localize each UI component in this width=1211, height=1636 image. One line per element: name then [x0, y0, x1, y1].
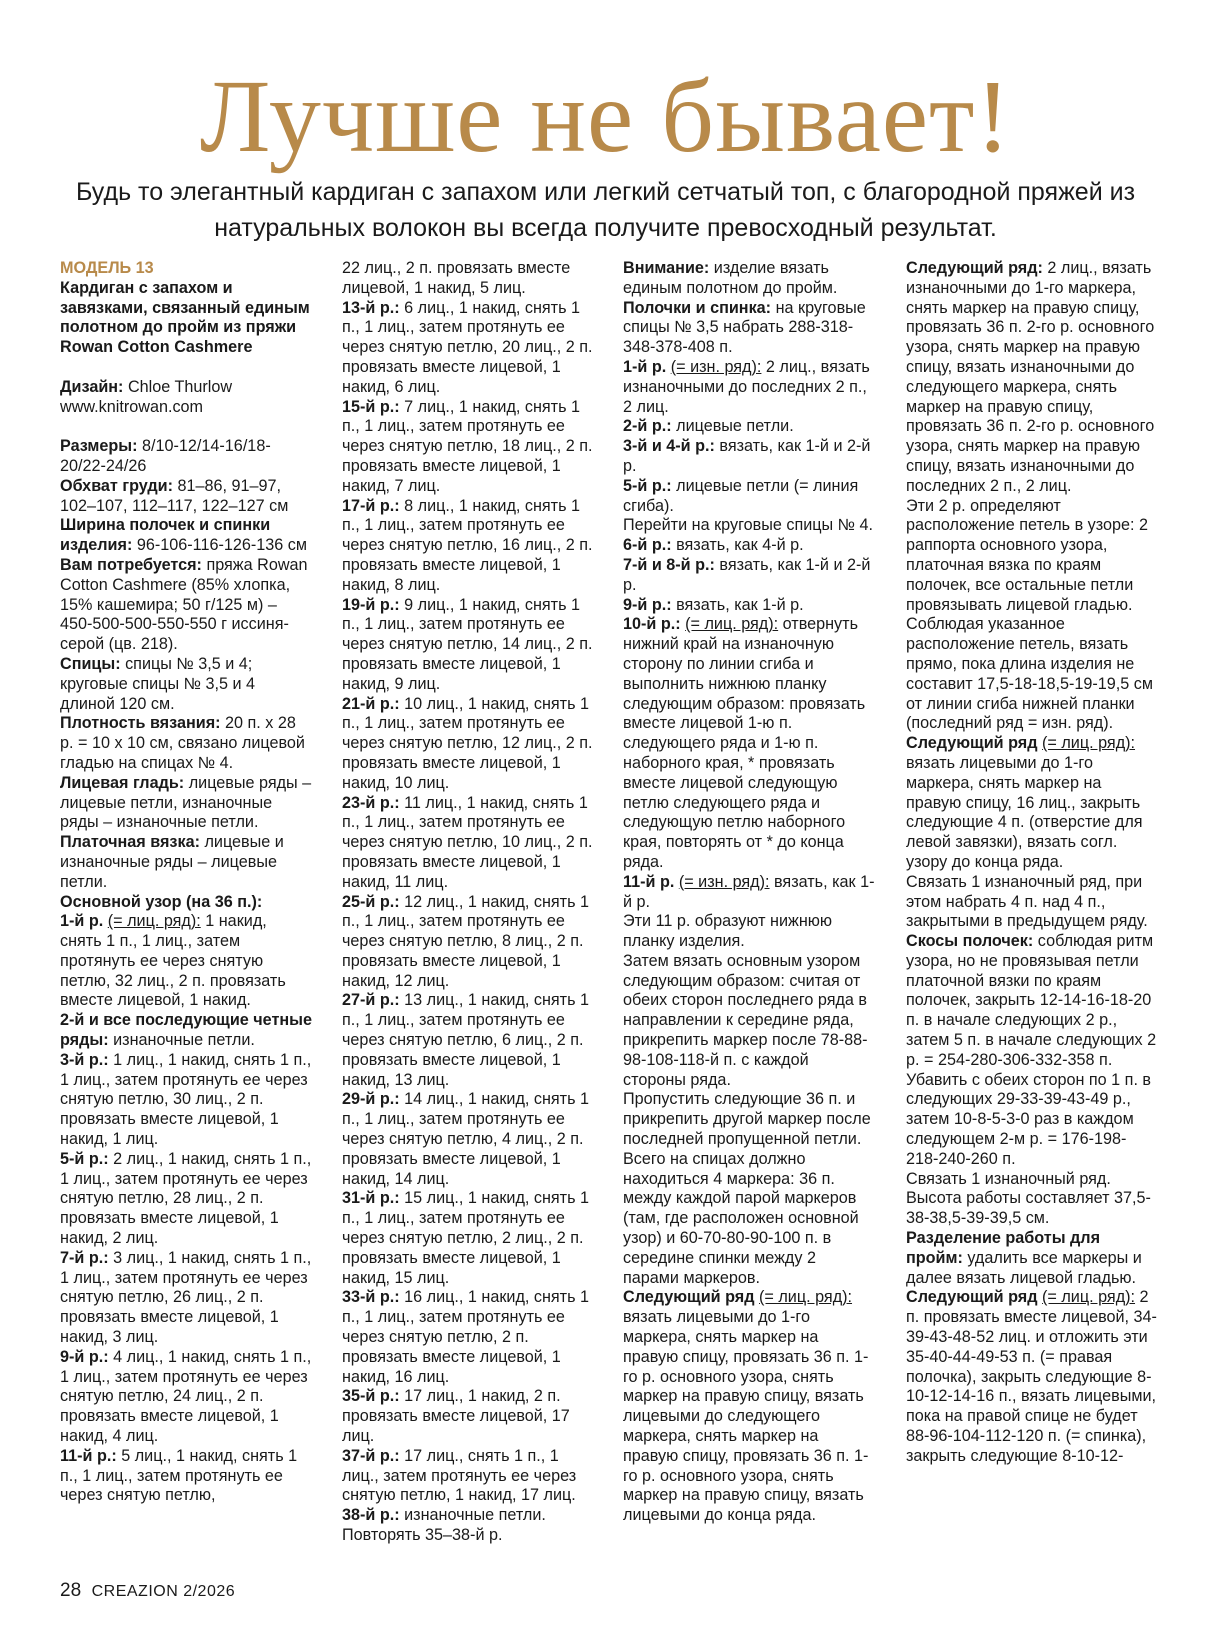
- paragraph: Затем вязать основным узором следующим образом: считая от обеих сторон последнего ряда в направлении к середине ряда, прикрепить маркер после 78-88-98-108-118-й п. с каждой стороны ряда.: [623, 951, 868, 1089]
- row-31: 31-й р.: 15 лиц., 1 накид, снять 1 п., 1 лиц., затем протянуть ее через снятую петлю, 2 лиц., 2 п. провязать вместе лицевой, 1 накид, 15 лиц.: [342, 1189, 590, 1287]
- column-1: [60, 259, 312, 1506]
- column-2: [342, 259, 594, 1546]
- chest: Обхват груди: 81–86, 91–97, 102–107, 112–117, 122–127 см: [60, 476, 289, 515]
- materials: Вам потребуется: пряжа Rowan Cotton Cashmere (85% хлопка, 15% кашемира; 50 г/125 м) – 450-500-500-550-550 г иссиня-серой (цв. 218).: [60, 555, 308, 654]
- row-35: 35-й р.: 17 лиц., 1 накид, 2 п. провязать вместе лицевой, 17 лиц.: [342, 1387, 570, 1446]
- column-3: [623, 259, 875, 1526]
- page-footer: [60, 1580, 235, 1603]
- page-number: 28: [60, 1580, 82, 1601]
- row-9: 9-й р.: вязать, как 1-й р.: [623, 595, 804, 614]
- paragraph: Эти 11 р. образуют нижнюю планку изделия.: [623, 912, 833, 951]
- row-23: 23-й р.: 11 лиц., 1 накид, снять 1 п., 1 лиц., затем протянуть ее через снятую петлю, 10 лиц., 2 п. провязать вместе лицевой, 1 накид, 11 лиц.: [342, 793, 593, 891]
- row-38: 38-й р.: изнаночные петли.: [342, 1506, 546, 1525]
- row-27: 27-й р.: 13 лиц., 1 накид, снять 1 п., 1 лиц., затем протянуть ее через снятую петлю, 6 лиц., 2 п. провязать вместе лицевой, 1 накид, 13 лиц.: [342, 991, 590, 1089]
- row-1: 1-й р. (= изн. ряд): 2 лиц., вязать изнаночными до последних 2 п., 2 лиц.: [623, 357, 870, 416]
- model-label: МОДЕЛЬ 13: [60, 259, 154, 277]
- row-11-cont: 22 лиц., 2 п. провязать вместе лицевой, 1 накид, 5 лиц.: [342, 259, 571, 297]
- row-25: 25-й р.: 12 лиц., 1 накид, снять 1 п., 1 лиц., затем протянуть ее через снятую петлю, 8 лиц., 2 п. провязать вместе лицевой, 1 накид, 12 лиц.: [342, 892, 590, 990]
- row-10: 10-й р.: (= лиц. ряд): отвернуть нижний край на изнаночную сторону по линии сгиба и выполнить нижнюю планку следующим образом: провязать вместе лицевой 1-ю п. следующего ряда и 1-ю п. наборного края, * провязать вместе лицевой следующую петлю следующего ряда и следующую петлю наборного края, повторять от * до конца ряда.: [623, 615, 866, 871]
- needles: Спицы: спицы № 3,5 и 4; круговые спицы № 3,5 и 4 длиной 120 см.: [60, 654, 255, 713]
- paragraph: Пропустить следующие 36 п. и прикрепить другой маркер после последней пропущенной петли. Всего на спицах должно находиться 4 маркера: 36 п. между каждой парой маркеров (там, где расположен основной узор) и 60-70-80-90-100 п. в середине спинки между 2 парами маркеров.: [623, 1090, 871, 1287]
- row-19: 19-й р.: 9 лиц., 1 накид, снять 1 п., 1 лиц., затем протянуть ее через снятую петлю, 14 лиц., 2 п. провязать вместе лицевой, 1 накид, 9 лиц.: [342, 595, 593, 693]
- row-11: 11-й р. (= изн. ряд): вязать, как 1-й р.: [623, 872, 875, 911]
- paragraph: Связать 1 изнаночный ряд. Высота работы составляет 37,5-38-38,5-39-39,5 см.: [906, 1169, 1151, 1228]
- row-33: 33-й р.: 16 лиц., 1 накид, снять 1 п., 1 лиц., затем протянуть ее через снятую петлю, 2 п. провязать вместе лицевой, 1 накид, 16 лиц.: [342, 1288, 590, 1386]
- magazine-issue: CREAZION 2/2026: [91, 1583, 236, 1600]
- next-row: Следующий ряд: 2 лиц., вязать изнаночными до 1-го маркера, снять маркер на правую спицу, провязать 36 п. 2-го р. основного узора, снять маркер на правую спицу, вязать изнаночными до следующего маркера, снять маркер на правую спицу, провязать 36 п. 2-го р. основного узора, снять маркер на правую спицу, вязать изнаночными до последних 2 п., 2 лиц.: [906, 259, 1155, 495]
- stockinette: Лицевая гладь: лицевые ряды – лицевые петли, изнаночные ряды – изнаночные петли.: [60, 773, 312, 832]
- column-4: [906, 259, 1158, 1467]
- row-37: 37-й р.: 17 лиц., снять 1 п., 1 лиц., затем протянуть ее через снятую петлю, 1 накид, 17 лиц.: [342, 1446, 577, 1505]
- row-3-4: 3-й и 4-й р.: вязать, как 1-й и 2-й р.: [623, 437, 871, 475]
- next-row: Следующий ряд (= лиц. ряд): вязать лицевыми до 1-го маркера, снять маркер на правую спицу, провязать 36 п. 1-го р. основного узора, снять маркер на правую спицу, вязать лицевыми до следующего маркера, снять маркер на правую спицу, провязать 36 п. 1-го р. основного узора, снять маркер на правую спицу, вязать лицевыми до конца ряда.: [623, 1288, 869, 1525]
- row-5: 5-й р.: лицевые петли (= линия сгиба).: [623, 476, 859, 515]
- row-2: 2-й р.: лицевые петли.: [623, 417, 794, 436]
- row-29: 29-й р.: 14 лиц., 1 накид, снять 1 п., 1 лиц., затем протянуть ее через снятую петлю, 4 лиц., 2 п. провязать вместе лицевой, 1 накид, 14 лиц.: [342, 1090, 590, 1188]
- row-2: 2-й и все последующие четные ряды: изнаночные петли.: [60, 1011, 312, 1050]
- design-credit: Дизайн: Chloe Thurlow: [60, 377, 233, 396]
- paragraph: Связать 1 изнаночный ряд, при этом набрать 4 п. над 4 п., закрытыми в предыдущем ряду.: [906, 872, 1148, 931]
- row-17: 17-й р.: 8 лиц., 1 накид, снять 1 п., 1 лиц., затем протянуть ее через снятую петлю, 16 лиц., 2 п. провязать вместе лицевой, 1 накид, 8 лиц.: [342, 496, 593, 594]
- row-13: 13-й р.: 6 лиц., 1 накид, снять 1 п., 1 лиц., затем протянуть ее через снятую петлю, 20 лиц., 2 п. провязать вместе лицевой, 1 накид, 6 лиц.: [342, 298, 593, 396]
- main-pattern-heading: Основной узор (на 36 п.):: [60, 892, 263, 911]
- garter: Платочная вязка: лицевые и изнаночные ряды – лицевые петли.: [60, 833, 284, 891]
- page-title: Лучше не бывает!: [199, 59, 1012, 174]
- paragraph: Эти 2 р. определяют расположение петель в узоре: 2 раппорта основного узора, платочная вязка по краям полочек, все остальные петли провязывать лицевой гладью. Соблюдая указанное расположение петель, вязать прямо, пока длина изделия не составит 17,5-18-18,5-19-19,5 см от линии сгиба нижней планки (последний ряд = изн. ряд).: [906, 496, 1153, 733]
- intro-subtitle: Будь то элегантный кардиган с запахом или легкий сетчатый топ, с благородной пряжей из натуральных волокон вы всегда получите превосходный результат.: [75, 178, 1136, 242]
- next-row: Следующий ряд (= лиц. ряд): вязать лицевыми до 1-го маркера, снять маркер на правую спицу, 16 лиц., закрыть следующие 4 п. (отверстие для левой завязки), вязать согл. узору до конца ряда.: [906, 734, 1143, 871]
- sizes: Размеры: 8/10-12/14-16/18-20/22-24/26: [60, 437, 271, 475]
- row-9: 9-й р.: 4 лиц., 1 накид, снять 1 п., 1 лиц., затем протянуть ее через снятую петлю, 24 лиц., 2 п. провязать вместе лицевой, 1 накид, 4 лиц.: [60, 1347, 312, 1446]
- row-15: 15-й р.: 7 лиц., 1 накид, снять 1 п., 1 лиц., затем протянуть ее через снятую петлю, 18 лиц., 2 п. провязать вместе лицевой, 1 накид, 7 лиц.: [342, 397, 593, 495]
- row-1: 1-й р. (= лиц. ряд): 1 накид, снять 1 п., 1 лиц., затем протянуть ее через снятую петлю, 32 лиц., 2 п. провязать вместе лицевой, 1 накид.: [60, 912, 286, 1010]
- repeat-note: Повторять 35–38-й р.: [342, 1526, 503, 1544]
- row-21: 21-й р.: 10 лиц., 1 накид, снять 1 п., 1 лиц., затем протянуть ее через снятую петлю, 12 лиц., 2 п. провязать вместе лицевой, 1 накид, 10 лиц.: [342, 694, 593, 792]
- attention: Внимание: изделие вязать единым полотном до пройм.: [623, 259, 838, 297]
- armhole-split: Разделение работы для пройм: удалить все маркеры и далее вязать лицевой гладью.: [906, 1229, 1142, 1287]
- gauge: Плотность вязания: 20 п. х 28 р. = 10 х 10 см, связано лицевой гладью на спицах № 4.: [60, 714, 305, 772]
- row-6: 6-й р.: вязать, как 4-й р.: [623, 536, 804, 555]
- next-row: Следующий ряд (= лиц. ряд): 2 п. провязать вместе лицевой, 34-39-43-48-52 лиц. и отложить эти 35-40-44-49-53 п. (= правая полочка), закрыть следующие 8-10-12-14-16 п., вязать лицевыми, пока на правой спице не будет 88-96-104-112-120 п. (= спинка), закрыть следующие 8-10-12-: [906, 1288, 1157, 1465]
- row-11: 11-й р.: 5 лиц., 1 накид, снять 1 п., 1 лиц., затем протянуть ее через снятую петлю,: [60, 1446, 298, 1505]
- paragraph: Убавить с обеих сторон по 1 п. в следующих 29-33-39-43-49 р., затем 10-8-5-3-0 раз в каждом следующем 2-м р. = 176-198-218-240-260 п.: [906, 1070, 1152, 1168]
- row-7-8: 7-й и 8-й р.: вязать, как 1-й и 2-й р.: [623, 555, 871, 594]
- website: www.knitrowan.com: [60, 397, 204, 416]
- row-7: 7-й р.: 3 лиц., 1 накид, снять 1 п., 1 лиц., затем протянуть ее через снятую петлю, 26 лиц., 2 п. провязать вместе лицевой, 1 накид, 3 лиц.: [60, 1248, 312, 1347]
- row-5: 5-й р.: 2 лиц., 1 накид, снять 1 п., 1 лиц., затем протянуть ее через снятую петлю, 28 лиц., 2 п. провязать вместе лицевой, 1 накид, 2 лиц.: [60, 1149, 312, 1248]
- fronts-back: Полочки и спинка: на круговые спицы № 3,5 набрать 288-318-348-378-408 п.: [623, 298, 866, 357]
- row-3: 3-й р.: 1 лиц., 1 накид, снять 1 п., 1 лиц., затем протянуть ее через снятую петлю, 30 лиц., 2 п. провязать вместе лицевой, 1 накид, 1 лиц.: [60, 1050, 312, 1149]
- model-heading: Кардиган с запахом и завязками, связанный единым полотном до пройм из пряжи Rowan Cotton Cashmere: [60, 278, 310, 357]
- front-slopes: Скосы полочек: соблюдая ритм узора, но не провязывая петли платочной вязки по краям полочек, закрыть 12-14-16-18-20 п. в начале следующих 2 р., затем 5 п. в начале следующих 2 р. = 254-280-306-332-358 п.: [906, 932, 1157, 1069]
- switch-needles: Перейти на круговые спицы № 4.: [623, 516, 874, 535]
- width: Ширина полочек и спинки изделия: 96-106-116-126-136 см: [60, 516, 307, 555]
